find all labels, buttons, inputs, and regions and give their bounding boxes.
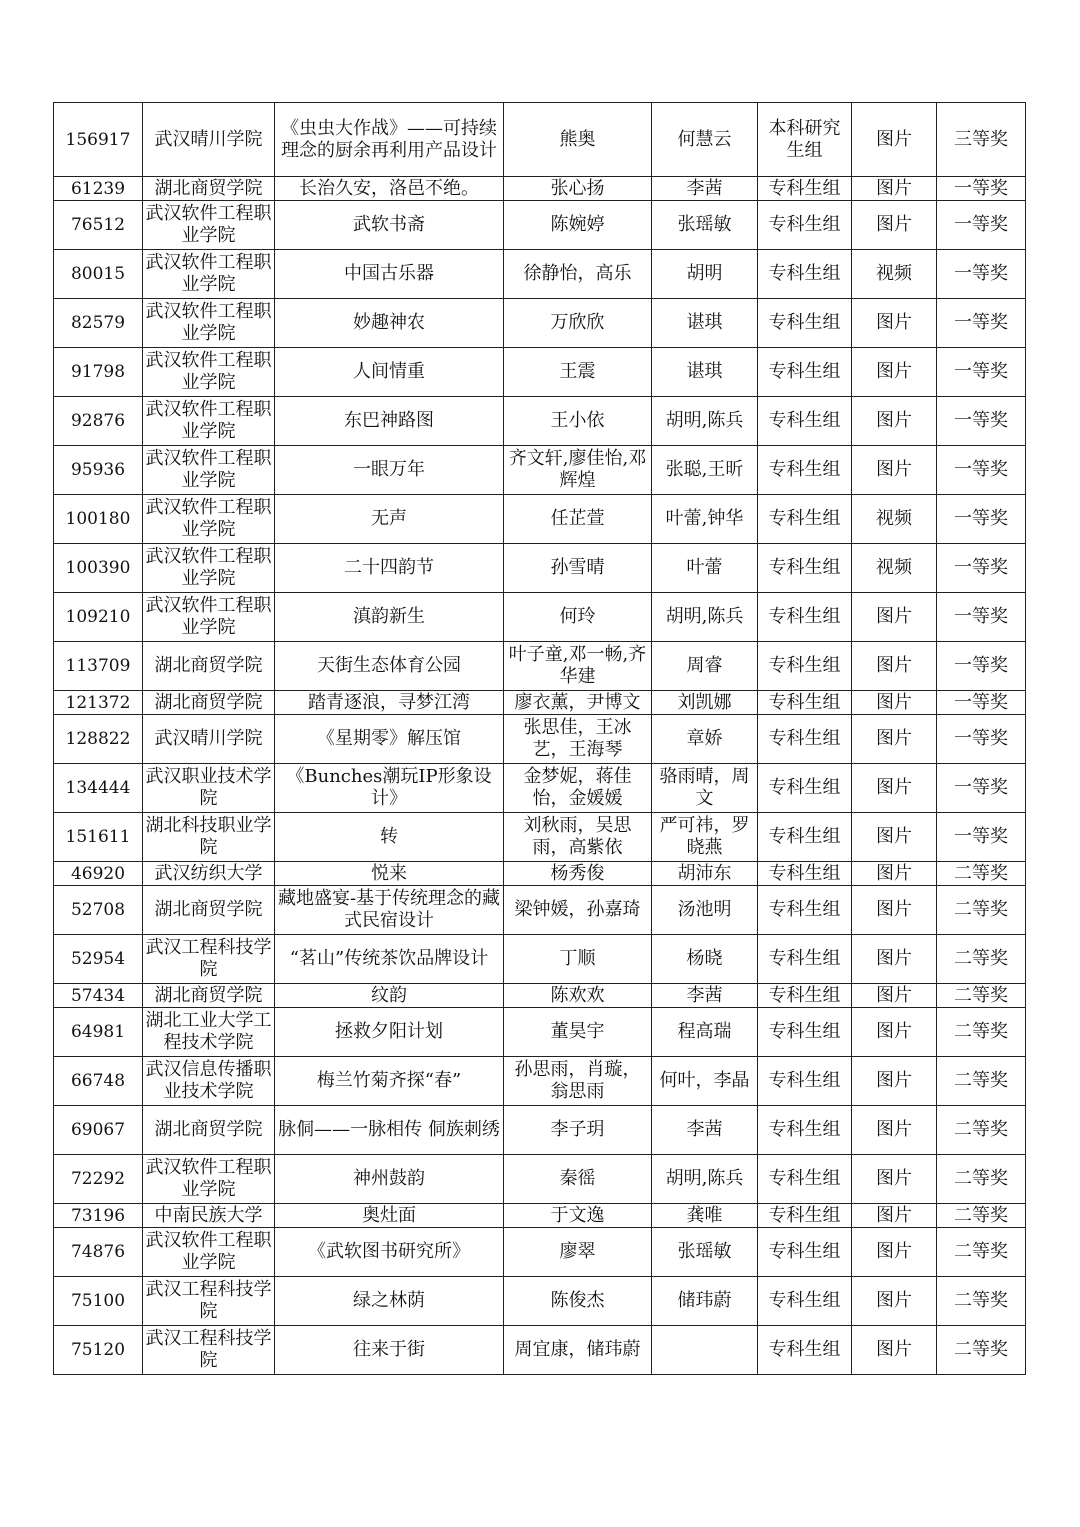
authors-cell: 杨秀俊 [504,862,652,886]
award-cell: 一等奖 [937,177,1026,201]
table-row [54,593,1026,642]
table-row [54,886,1026,935]
entry-id-cell: 91798 [54,348,143,397]
award-table-body [54,103,1026,1375]
work-title-cell: 长治久安，洛邑不绝。 [275,177,504,201]
award-cell: 一等奖 [937,495,1026,544]
work-title-cell: 神州鼓韵 [275,1155,504,1204]
award-cell: 二等奖 [937,1277,1026,1326]
work-type-cell: 图片 [852,691,937,715]
work-type-cell: 图片 [852,764,937,813]
school-cell: 武汉软件工程职业学院 [143,299,275,348]
award-cell: 一等奖 [937,593,1026,642]
group-cell: 专科生组 [758,1277,852,1326]
work-title-cell: 滇韵新生 [275,593,504,642]
group-cell: 专科生组 [758,348,852,397]
authors-cell: 孙雪晴 [504,544,652,593]
award-cell: 二等奖 [937,984,1026,1008]
work-title-cell: 拯救夕阳计划 [275,1008,504,1057]
work-type-cell: 图片 [852,862,937,886]
work-title-cell: 东巴神路图 [275,397,504,446]
authors-cell: 李子玥 [504,1106,652,1155]
work-type-cell: 视频 [852,544,937,593]
work-title-cell: 《星期零》解压馆 [275,715,504,764]
work-title-cell: 武软书斋 [275,201,504,250]
authors-cell: 任芷萱 [504,495,652,544]
teacher-cell: 李茜 [652,177,758,201]
table-row [54,764,1026,813]
school-cell: 武汉信息传播职业技术学院 [143,1057,275,1106]
work-title-cell: 悦来 [275,862,504,886]
work-type-cell: 图片 [852,642,937,691]
entry-id-cell: 57434 [54,984,143,1008]
award-cell: 一等奖 [937,348,1026,397]
school-cell: 武汉职业技术学院 [143,764,275,813]
entry-id-cell: 72292 [54,1155,143,1204]
group-cell: 专科生组 [758,691,852,715]
school-cell: 湖北商贸学院 [143,1106,275,1155]
work-type-cell: 图片 [852,201,937,250]
work-title-cell: 绿之林荫 [275,1277,504,1326]
group-cell: 专科生组 [758,1326,852,1375]
table-row [54,177,1026,201]
work-type-cell: 图片 [852,446,937,495]
authors-cell: 丁顺 [504,935,652,984]
entry-id-cell: 80015 [54,250,143,299]
authors-cell: 王小依 [504,397,652,446]
work-type-cell: 图片 [852,1228,937,1277]
award-cell: 一等奖 [937,691,1026,715]
table-row [54,1057,1026,1106]
school-cell: 武汉软件工程职业学院 [143,1228,275,1277]
group-cell: 专科生组 [758,886,852,935]
table-row [54,1106,1026,1155]
award-cell: 一等奖 [937,764,1026,813]
table-row [54,348,1026,397]
work-type-cell: 图片 [852,348,937,397]
entry-id-cell: 52708 [54,886,143,935]
entry-id-cell: 75120 [54,1326,143,1375]
entry-id-cell: 151611 [54,813,143,862]
group-cell: 专科生组 [758,397,852,446]
award-table [53,102,1026,1375]
entry-id-cell: 46920 [54,862,143,886]
table-row [54,1277,1026,1326]
authors-cell: 金梦妮，蒋佳怡，金媛媛 [504,764,652,813]
school-cell: 武汉软件工程职业学院 [143,348,275,397]
award-cell: 二等奖 [937,1155,1026,1204]
entry-id-cell: 134444 [54,764,143,813]
work-type-cell: 图片 [852,715,937,764]
entry-id-cell: 95936 [54,446,143,495]
work-title-cell: 往来于街 [275,1326,504,1375]
group-cell: 本科研究生组 [758,103,852,177]
teacher-cell: 胡明,陈兵 [652,593,758,642]
work-title-cell: 中国古乐器 [275,250,504,299]
teacher-cell: 胡沛东 [652,862,758,886]
school-cell: 武汉工程科技学院 [143,935,275,984]
teacher-cell: 叶蕾,钟华 [652,495,758,544]
teacher-cell: 叶蕾 [652,544,758,593]
table-row [54,813,1026,862]
work-title-cell: 二十四韵节 [275,544,504,593]
teacher-cell: 储玮蔚 [652,1277,758,1326]
work-type-cell: 图片 [852,1155,937,1204]
school-cell: 武汉纺织大学 [143,862,275,886]
table-row [54,544,1026,593]
work-type-cell: 图片 [852,1057,937,1106]
teacher-cell: 李茜 [652,984,758,1008]
school-cell: 湖北科技职业学院 [143,813,275,862]
work-title-cell: 《虫虫大作战》——可持续理念的厨余再利用产品设计 [275,103,504,177]
school-cell: 武汉晴川学院 [143,715,275,764]
group-cell: 专科生组 [758,862,852,886]
award-cell: 一等奖 [937,250,1026,299]
work-type-cell: 视频 [852,250,937,299]
entry-id-cell: 121372 [54,691,143,715]
teacher-cell: 刘凯娜 [652,691,758,715]
work-type-cell: 图片 [852,593,937,642]
entry-id-cell: 113709 [54,642,143,691]
award-cell: 一等奖 [937,813,1026,862]
group-cell: 专科生组 [758,1008,852,1057]
entry-id-cell: 109210 [54,593,143,642]
work-type-cell: 图片 [852,935,937,984]
teacher-cell: 骆雨晴，周文 [652,764,758,813]
entry-id-cell: 100390 [54,544,143,593]
school-cell: 武汉晴川学院 [143,103,275,177]
authors-cell: 陈婉婷 [504,201,652,250]
table-row [54,1204,1026,1228]
school-cell: 武汉软件工程职业学院 [143,446,275,495]
group-cell: 专科生组 [758,715,852,764]
award-cell: 一等奖 [937,544,1026,593]
entry-id-cell: 69067 [54,1106,143,1155]
award-cell: 一等奖 [937,715,1026,764]
entry-id-cell: 64981 [54,1008,143,1057]
group-cell: 专科生组 [758,250,852,299]
table-row [54,984,1026,1008]
teacher-cell: 胡明,陈兵 [652,1155,758,1204]
work-type-cell: 图片 [852,1008,937,1057]
work-title-cell: 藏地盛宴-基于传统理念的藏式民宿设计 [275,886,504,935]
entry-id-cell: 76512 [54,201,143,250]
school-cell: 湖北商贸学院 [143,177,275,201]
authors-cell: 周宜康，储玮蔚 [504,1326,652,1375]
group-cell: 专科生组 [758,984,852,1008]
award-cell: 一等奖 [937,446,1026,495]
work-type-cell: 图片 [852,813,937,862]
school-cell: 湖北工业大学工程技术学院 [143,1008,275,1057]
work-title-cell: “茗山”传统茶饮品牌设计 [275,935,504,984]
group-cell: 专科生组 [758,1204,852,1228]
group-cell: 专科生组 [758,813,852,862]
school-cell: 湖北商贸学院 [143,691,275,715]
group-cell: 专科生组 [758,495,852,544]
table-row [54,691,1026,715]
entry-id-cell: 73196 [54,1204,143,1228]
entry-id-cell: 52954 [54,935,143,984]
award-cell: 二等奖 [937,862,1026,886]
work-type-cell: 图片 [852,397,937,446]
award-cell: 二等奖 [937,1106,1026,1155]
table-row [54,1228,1026,1277]
table-row [54,446,1026,495]
teacher-cell: 何叶，李晶 [652,1057,758,1106]
teacher-cell: 何慧云 [652,103,758,177]
authors-cell: 梁钟媛，孙嘉琦 [504,886,652,935]
authors-cell: 张心扬 [504,177,652,201]
school-cell: 武汉软件工程职业学院 [143,544,275,593]
authors-cell: 陈俊杰 [504,1277,652,1326]
group-cell: 专科生组 [758,1106,852,1155]
work-type-cell: 图片 [852,177,937,201]
teacher-cell: 程高瑞 [652,1008,758,1057]
table-row [54,935,1026,984]
group-cell: 专科生组 [758,642,852,691]
teacher-cell: 严可祎，罗晓燕 [652,813,758,862]
table-row [54,201,1026,250]
authors-cell: 廖翠 [504,1228,652,1277]
group-cell: 专科生组 [758,177,852,201]
table-row [54,1008,1026,1057]
award-cell: 二等奖 [937,1228,1026,1277]
work-title-cell: 《武软图书研究所》 [275,1228,504,1277]
teacher-cell: 张瑶敏 [652,201,758,250]
school-cell: 武汉软件工程职业学院 [143,1155,275,1204]
work-type-cell: 图片 [852,886,937,935]
award-cell: 二等奖 [937,1326,1026,1375]
table-row [54,1155,1026,1204]
award-cell: 一等奖 [937,299,1026,348]
teacher-cell: 李茜 [652,1106,758,1155]
authors-cell: 廖衣薰，尹博文 [504,691,652,715]
teacher-cell: 张瑶敏 [652,1228,758,1277]
teacher-cell: 龚唯 [652,1204,758,1228]
table-row [54,642,1026,691]
entry-id-cell: 156917 [54,103,143,177]
authors-cell: 秦徭 [504,1155,652,1204]
award-cell: 一等奖 [937,397,1026,446]
work-type-cell: 视频 [852,495,937,544]
award-cell: 二等奖 [937,886,1026,935]
school-cell: 武汉软件工程职业学院 [143,495,275,544]
teacher-cell: 胡明 [652,250,758,299]
authors-cell: 孙思雨，肖璇，翁思雨 [504,1057,652,1106]
group-cell: 专科生组 [758,544,852,593]
authors-cell: 张思佳，王冰艺，王海琴 [504,715,652,764]
authors-cell: 王震 [504,348,652,397]
school-cell: 武汉软件工程职业学院 [143,201,275,250]
authors-cell: 叶子童,邓一畅,齐华建 [504,642,652,691]
work-title-cell: 脉侗——一脉相传 侗族刺绣 [275,1106,504,1155]
work-title-cell: 一眼万年 [275,446,504,495]
entry-id-cell: 92876 [54,397,143,446]
teacher-cell: 胡明,陈兵 [652,397,758,446]
authors-cell: 何玲 [504,593,652,642]
table-row [54,299,1026,348]
group-cell: 专科生组 [758,1155,852,1204]
work-title-cell: 梅兰竹菊齐探“春” [275,1057,504,1106]
group-cell: 专科生组 [758,593,852,642]
authors-cell: 徐静怡，高乐 [504,250,652,299]
teacher-cell: 张聪,王昕 [652,446,758,495]
authors-cell: 刘秋雨，吴思雨，高紫依 [504,813,652,862]
authors-cell: 陈欢欢 [504,984,652,1008]
work-type-cell: 图片 [852,1277,937,1326]
award-cell: 三等奖 [937,103,1026,177]
table-row [54,397,1026,446]
table-row [54,103,1026,177]
group-cell: 专科生组 [758,299,852,348]
school-cell: 中南民族大学 [143,1204,275,1228]
group-cell: 专科生组 [758,1057,852,1106]
entry-id-cell: 74876 [54,1228,143,1277]
group-cell: 专科生组 [758,201,852,250]
teacher-cell: 杨晓 [652,935,758,984]
entry-id-cell: 128822 [54,715,143,764]
teacher-cell: 谌琪 [652,348,758,397]
group-cell: 专科生组 [758,1228,852,1277]
award-cell: 二等奖 [937,1204,1026,1228]
school-cell: 湖北商贸学院 [143,984,275,1008]
authors-cell: 万欣欣 [504,299,652,348]
award-cell: 一等奖 [937,642,1026,691]
teacher-cell [652,1326,758,1375]
work-type-cell: 图片 [852,103,937,177]
award-cell: 二等奖 [937,1008,1026,1057]
authors-cell: 董昊宇 [504,1008,652,1057]
work-type-cell: 图片 [852,984,937,1008]
work-title-cell: 奥灶面 [275,1204,504,1228]
teacher-cell: 谌琪 [652,299,758,348]
work-type-cell: 图片 [852,1106,937,1155]
authors-cell: 熊奥 [504,103,652,177]
school-cell: 武汉软件工程职业学院 [143,250,275,299]
teacher-cell: 汤池明 [652,886,758,935]
entry-id-cell: 66748 [54,1057,143,1106]
award-cell: 二等奖 [937,1057,1026,1106]
work-title-cell: 人间情重 [275,348,504,397]
school-cell: 湖北商贸学院 [143,886,275,935]
authors-cell: 于文逸 [504,1204,652,1228]
work-title-cell: 妙趣神农 [275,299,504,348]
table-row [54,715,1026,764]
work-title-cell: 天街生态体育公园 [275,642,504,691]
group-cell: 专科生组 [758,446,852,495]
school-cell: 武汉工程科技学院 [143,1277,275,1326]
school-cell: 武汉工程科技学院 [143,1326,275,1375]
work-type-cell: 图片 [852,1326,937,1375]
table-row [54,250,1026,299]
teacher-cell: 周睿 [652,642,758,691]
entry-id-cell: 75100 [54,1277,143,1326]
award-cell: 一等奖 [937,201,1026,250]
work-title-cell: 纹韵 [275,984,504,1008]
work-title-cell: 转 [275,813,504,862]
work-title-cell: 踏青逐浪，寻梦江湾 [275,691,504,715]
school-cell: 武汉软件工程职业学院 [143,593,275,642]
work-type-cell: 图片 [852,1204,937,1228]
group-cell: 专科生组 [758,764,852,813]
authors-cell: 齐文轩,廖佳怡,邓辉煌 [504,446,652,495]
work-title-cell: 《Bunches潮玩IP形象设计》 [275,764,504,813]
award-cell: 二等奖 [937,935,1026,984]
teacher-cell: 章娇 [652,715,758,764]
table-row [54,495,1026,544]
school-cell: 武汉软件工程职业学院 [143,397,275,446]
school-cell: 湖北商贸学院 [143,642,275,691]
entry-id-cell: 100180 [54,495,143,544]
entry-id-cell: 61239 [54,177,143,201]
work-title-cell: 无声 [275,495,504,544]
table-row [54,1326,1026,1375]
table-row [54,862,1026,886]
group-cell: 专科生组 [758,935,852,984]
work-type-cell: 图片 [852,299,937,348]
entry-id-cell: 82579 [54,299,143,348]
